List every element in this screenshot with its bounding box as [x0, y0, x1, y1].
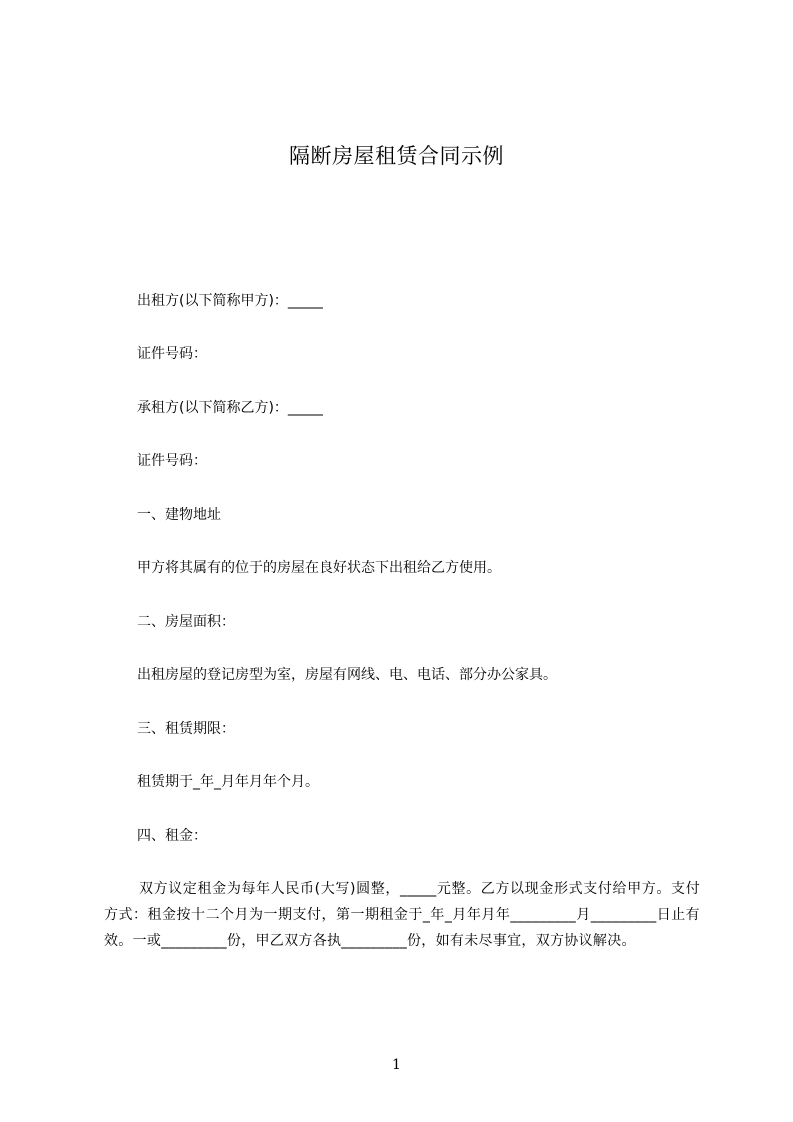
- area-text: 出租房屋的登记房型为室，房屋有网线、电、电话、部分办公家具。: [137, 667, 557, 683]
- section-heading-rent: 四、租金：: [137, 828, 207, 844]
- section-heading-area: 二、房屋面积：: [137, 614, 235, 630]
- section-heading-address: 一、建物地址: [137, 507, 221, 523]
- lessee-id-line: 证件号码：: [137, 453, 207, 469]
- term-text: 租赁期于_年_月年月年个月。: [137, 774, 319, 790]
- page-number: 1: [392, 1057, 401, 1073]
- lessee-line: 承租方(以下简称乙方)：_____: [137, 400, 323, 416]
- lessor-id-line: 证件号码：: [137, 346, 207, 362]
- section-heading-term: 三、租赁期限：: [137, 721, 235, 737]
- rent-paragraph: 双方议定租金为每年人民币(大写)圆整，_____元整。乙方以现金形式支付给甲方。支付方式：租金按十二个月为一期支付，第一期租金于_年_月年月年_________月_________日止有效。一或_________份，甲乙双方各执_________份，如有未尽事宜，双方协议解决。: [104, 881, 700, 949]
- document-title: 隔断房屋租赁合同示例: [289, 144, 504, 168]
- address-text: 甲方将其属有的位于的房屋在良好状态下出租给乙方使用。: [137, 560, 501, 576]
- lessor-line: 出租方(以下简称甲方)：_____: [137, 293, 323, 309]
